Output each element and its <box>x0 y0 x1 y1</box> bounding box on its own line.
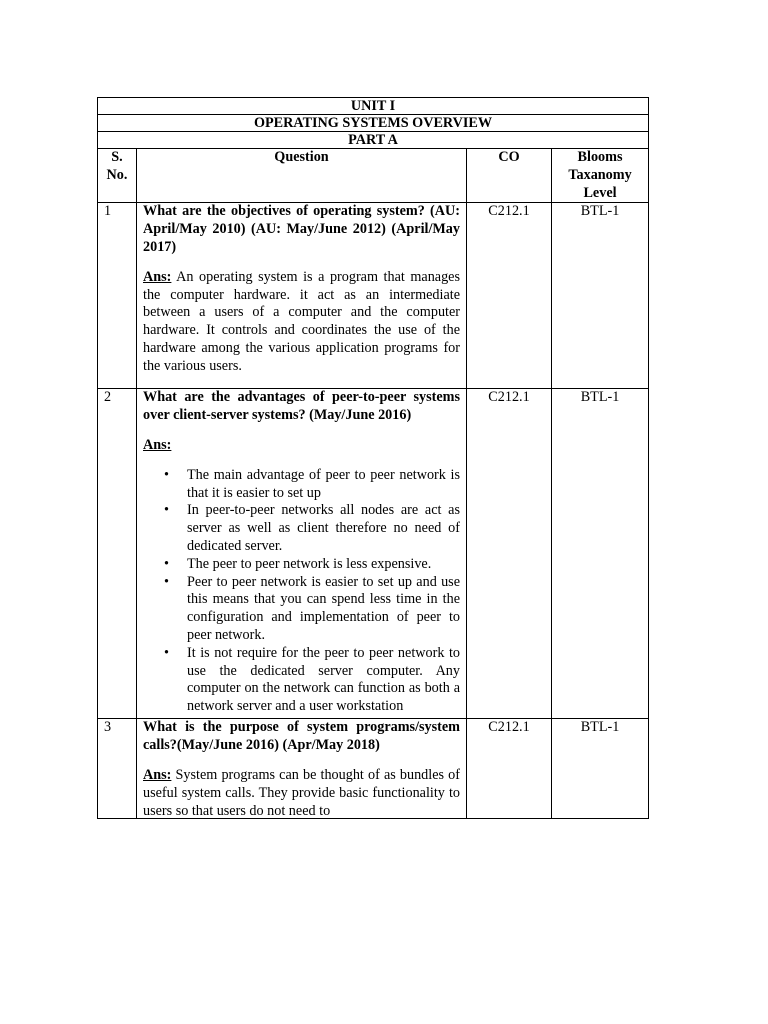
section-title: OPERATING SYSTEMS OVERVIEW <box>98 115 649 132</box>
col-header-blooms-line3: Level <box>583 184 617 201</box>
level-cell: BTL-1 <box>552 719 649 819</box>
question-cell <box>137 389 467 719</box>
col-header-co: CO <box>467 149 552 203</box>
answer-body: An operating system is a program that manages the computer hardware. it act as an intermediate between a users of a computer and the computer hardware. It controls and coordinates the use of the hardware among the various application programs for the various users. <box>143 268 460 374</box>
answer-text <box>143 437 460 455</box>
question-text: What are the objectives of operating system? (AU: April/May 2010) (AU: May/June 2012) (April/May 2017) <box>143 203 460 255</box>
question-cell <box>137 719 467 819</box>
title-row <box>98 115 649 132</box>
row-sno: 1 <box>98 203 137 389</box>
table-row <box>98 389 649 719</box>
list-item: • The peer to peer network is less expensive. <box>187 556 460 574</box>
row-sno: 2 <box>98 389 137 719</box>
row-sno: 3 <box>98 719 137 819</box>
answer-label: Ans: <box>143 436 172 453</box>
list-item: • Peer to peer network is easier to set up and use this means that you can spend less time in the configuration and implementation of peer to peer network. <box>187 574 460 645</box>
col-header-question: Question <box>137 149 467 203</box>
question-cell-clip <box>143 719 460 817</box>
part-row <box>98 132 649 149</box>
col-header-blooms-line2: Taxanomy <box>568 166 632 183</box>
level-cell: BTL-1 <box>552 389 649 719</box>
question-table <box>97 97 649 819</box>
answer-bullet-list <box>143 467 460 716</box>
question-text: What are the advantages of peer-to-peer systems over client-server systems? (May/June 2016) <box>143 389 460 424</box>
answer-label: Ans: <box>143 268 172 285</box>
col-header-blooms <box>552 149 649 203</box>
table-row <box>98 203 649 389</box>
question-cell <box>137 203 467 389</box>
co-cell: C212.1 <box>467 719 552 819</box>
level-cell: BTL-1 <box>552 203 649 389</box>
col-header-blooms-line1: Blooms <box>577 149 623 165</box>
column-header-row <box>98 149 649 203</box>
co-cell: C212.1 <box>467 389 552 719</box>
answer-label: Ans: <box>143 766 172 783</box>
table-row <box>98 719 649 819</box>
list-item: • It is not require for the peer to peer network to use the dedicated server computer. Any computer on the network can function as both a network server and a user workstation <box>187 645 460 716</box>
col-header-sno-line2: No. <box>106 166 128 183</box>
answer-text <box>143 767 460 817</box>
list-item: • The main advantage of peer to peer network is that it is easier to set up <box>187 467 460 503</box>
col-header-sno-line1: S. <box>111 149 123 165</box>
col-header-sno <box>98 149 137 203</box>
co-cell: C212.1 <box>467 203 552 389</box>
list-item: • In peer-to-peer networks all nodes are act as server as well as client therefore no need of dedicated server. <box>187 502 460 555</box>
unit-title: UNIT I <box>98 98 649 115</box>
answer-body: System programs can be thought of as bundles of useful system calls. They provide basic functionality to users so that users do not need to <box>143 766 460 818</box>
unit-row <box>98 98 649 115</box>
answer-text <box>143 269 460 376</box>
question-text: What is the purpose of system programs/system calls?(May/June 2016) (Apr/May 2018) <box>143 719 460 754</box>
part-title: PART A <box>98 132 649 149</box>
